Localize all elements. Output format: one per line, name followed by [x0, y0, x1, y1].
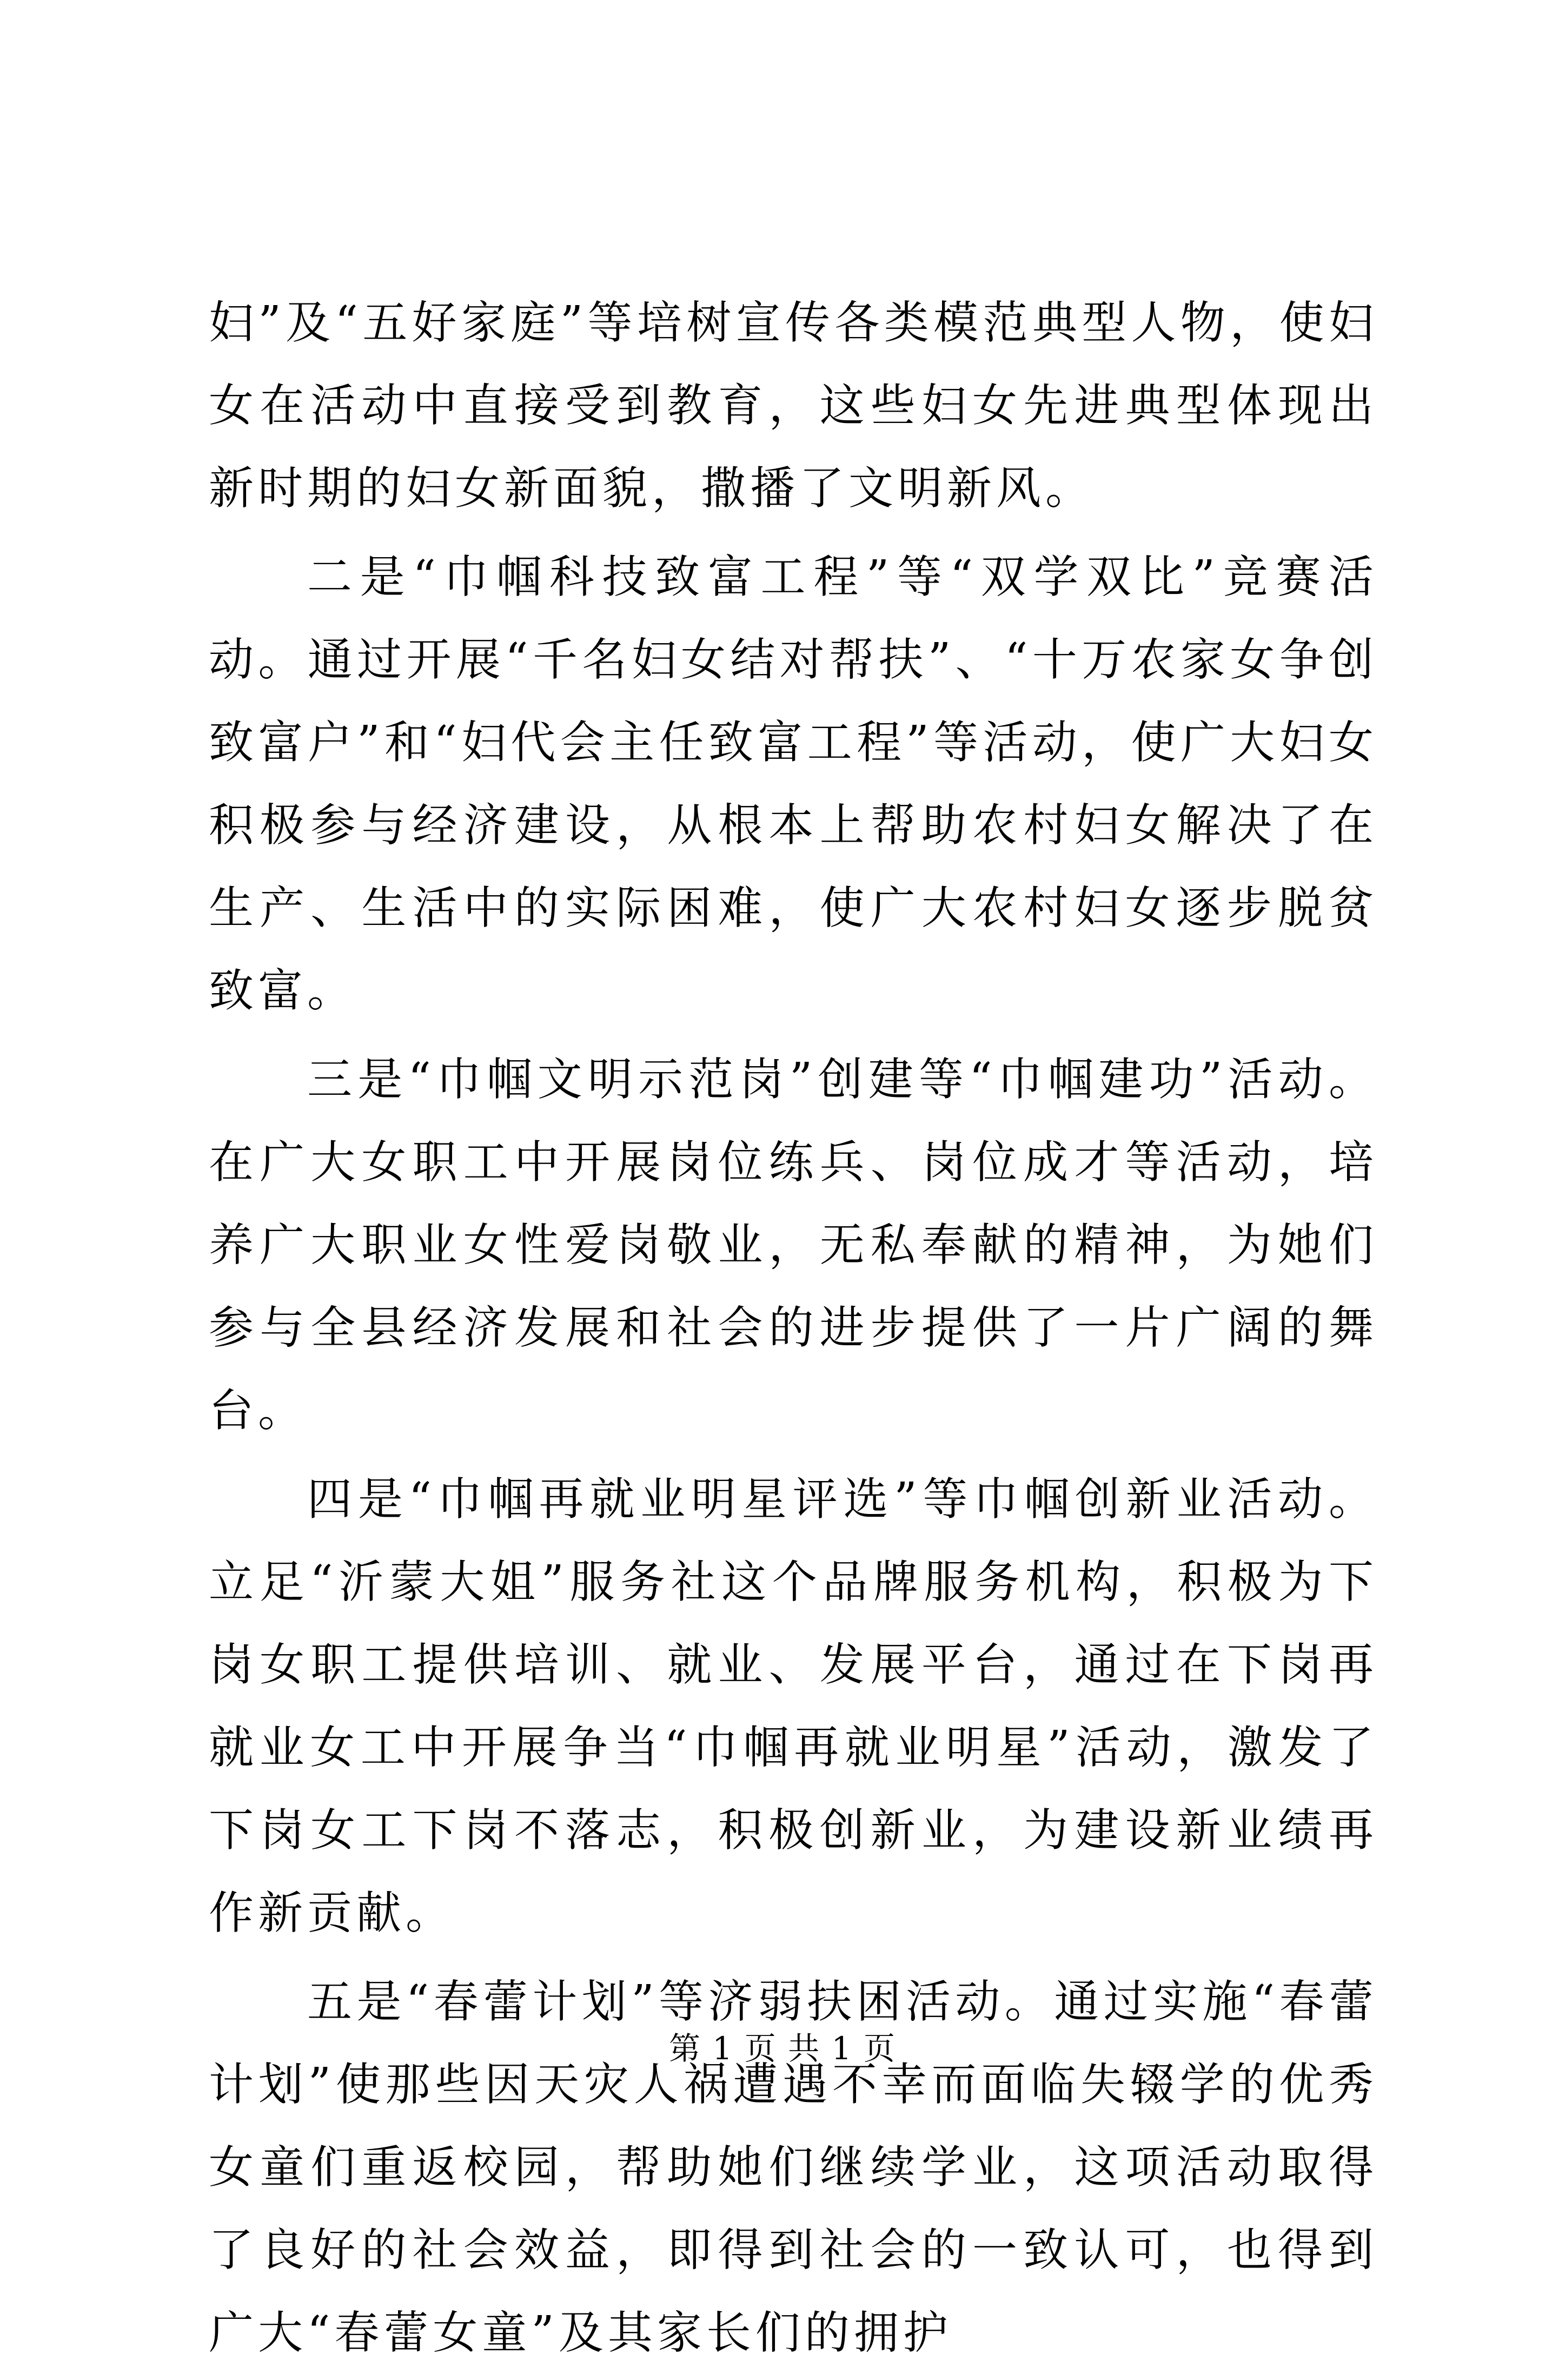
paragraph-item-five: 五是“春蕾计划”等济弱扶困活动。通过实施“春蕾计划”使那些因天灾人祸遭遇不幸而面临失辍学的优秀女童们重返校园，帮助她们继续学业，这项活动取得了良好的社会效益，即得到社会的一致认可，也得到广大“春蕾女童”及其家长们的拥护: [209, 1975, 1378, 2359]
page-number-footer: 第 1 页 共 1 页: [669, 2030, 896, 2067]
paragraph-continuation: 妇”及“五好家庭”等培树宣传各类模范典型人物，使妇女在活动中直接受到教育，这些妇女先进典型体现出新时期的妇女新面貌，撒播了文明新风。: [209, 296, 1378, 514]
paragraph-item-two: 二是“巾帼科技致富工程”等“双学双比”竞赛活动。通过开展“千名妇女结对帮扶”、“十万农家女争创致富户”和“妇代会主任致富工程”等活动，使广大妇女积极参与经济建设，从根本上帮助农村妇女解决了在生产、生活中的实际困难，使广大农村妇女逐步脱贫致富。: [209, 551, 1378, 1017]
paragraph-item-three: 三是“巾帼文明示范岗”创建等“巾帼建功”活动。在广大女职工中开展岗位练兵、岗位成才等活动，培养广大职业女性爱岗敬业，无私奉献的精神，为她们参与全县经济发展和社会的进步提供了一片广阔的舞台。: [209, 1053, 1378, 1437]
paragraph-item-four: 四是“巾帼再就业明星评选”等巾帼创新业活动。立足“沂蒙大姐”服务社这个品牌服务机构，积极为下岗女职工提供培训、就业、发展平台，通过在下岗再就业女工中开展争当“巾帼再就业明星”活动，激发了下岗女工下岗不落志，积极创新业，为建设新业绩再作新贡献。: [209, 1473, 1378, 1939]
